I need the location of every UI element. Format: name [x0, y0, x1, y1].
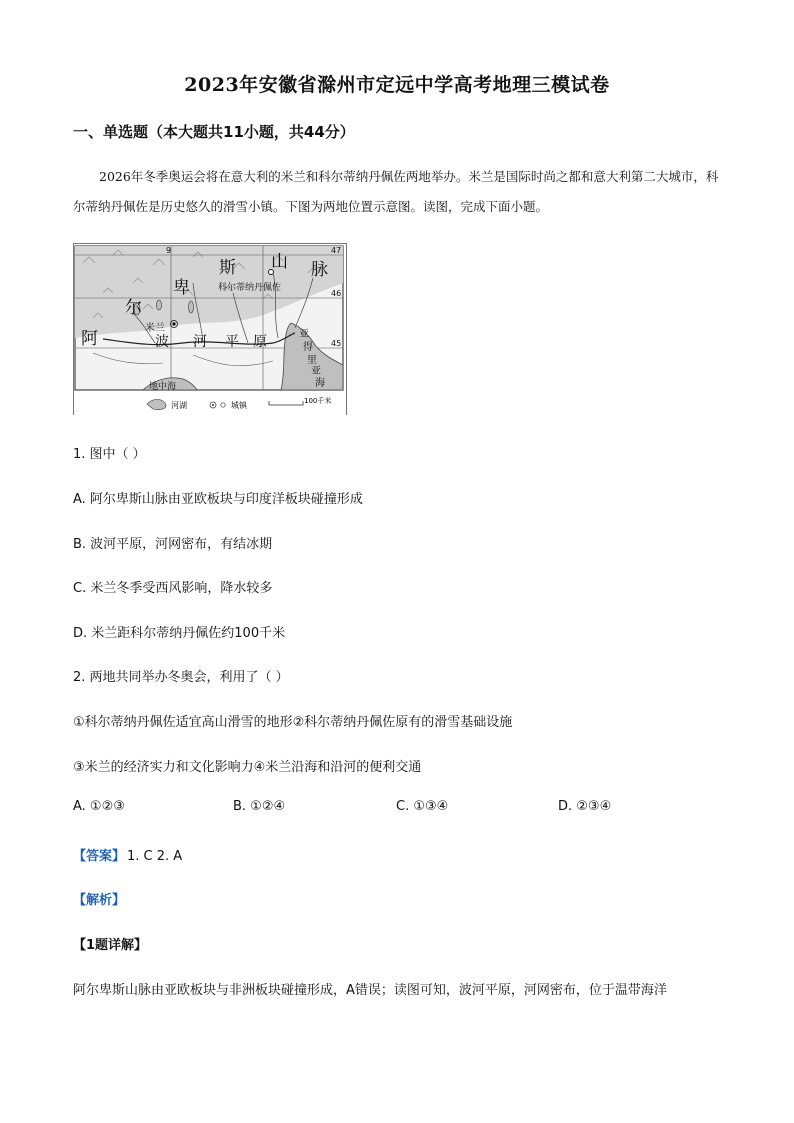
legend-river-lake: 河湖 [171, 401, 187, 410]
lat-tick-45: 45 [331, 339, 342, 348]
lon-tick-9: 9 [166, 246, 172, 255]
adriatic-label-3: 里 [307, 355, 317, 366]
po-label-2: 河 [193, 334, 207, 350]
alps-label-2: 尔 [125, 298, 142, 318]
po-label-4: 原 [253, 334, 267, 350]
adriatic-label-1: 亚 [299, 329, 309, 340]
q2-statement-2: ③米兰的经济实力和文化影响力④米兰沿海和沿河的便利交通 [73, 760, 422, 775]
page-title: 2023年安徽省滁州市定远中学高考地理三模试卷 [184, 74, 610, 96]
q2-option-a: A. ①②③ [73, 799, 125, 814]
q2-option-c: C. ①③④ [396, 799, 449, 814]
q1-option-c: C. 米兰冬季受西风影响，降水较多 [73, 581, 273, 596]
reading-passage: 2026年冬季奥运会将在意大利的米兰和科尔蒂纳丹佩佐两地举办。米兰是国际时尚之都和意大利第二大城市，科尔蒂纳丹佩佐是历史悠久的滑雪小镇。下图为两地位置示意图。读图，完成下面小题。 [73, 169, 719, 214]
answer-line [73, 845, 182, 864]
section-header: 一、单选题（本大题共11小题，共44分） [73, 123, 355, 141]
q1-option-d: D. 米兰距科尔蒂纳丹佩佐约100千米 [73, 626, 286, 641]
q1-option-b: B. 波河平原，河网密布，有结冰期 [73, 537, 273, 552]
alps-label-6: 脉 [311, 260, 328, 280]
detail-text: 阿尔卑斯山脉由亚欧板块与非洲板块碰撞形成，A错误；读图可知，波河平原，河网密布，位于温带海洋 [73, 983, 667, 998]
q2-option-b: B. ①②④ [233, 799, 286, 814]
detail-tag: 【1题详解】 [73, 938, 148, 953]
lat-tick-47: 47 [331, 246, 342, 255]
q1-option-a: A. 阿尔卑斯山脉由亚欧板块与印度洋板块碰撞形成 [73, 492, 363, 507]
alps-label-4: 斯 [219, 258, 236, 278]
alps-label-5: 山 [271, 252, 288, 272]
milan-label: 米兰 [145, 323, 165, 334]
q2-statement-1: ①科尔蒂纳丹佩佐适宜高山滑雪的地形②科尔蒂纳丹佩佐原有的滑雪基础设施 [73, 715, 513, 730]
po-label-3: 平 [225, 334, 239, 350]
lat-tick-46: 46 [331, 289, 342, 298]
answer-value: 1. C 2. A [127, 849, 183, 864]
po-label-1: 波 [155, 334, 169, 350]
q2-option-d: D. ②③④ [558, 799, 612, 814]
analysis-tag: 【解析】 [73, 893, 126, 908]
q1-stem: 1. 图中（ ） [73, 447, 146, 462]
answer-tag: 【答案】 [73, 849, 126, 864]
q2-stem: 2. 两地共同举办冬奥会，利用了（ ） [73, 670, 289, 685]
legend-town: 城镇 [231, 401, 247, 410]
adriatic-label-2: 得 [303, 342, 313, 353]
legend-scale: 100千米 [304, 397, 332, 405]
adriatic-label-5: 海 [315, 378, 325, 389]
location-map [73, 243, 347, 415]
adriatic-label-4: 亚 [311, 366, 321, 377]
mediterranean-label: 地中海 [149, 382, 177, 392]
alps-label-1: 阿 [81, 329, 98, 349]
cortina-label: 科尔蒂纳丹佩佐 [218, 283, 282, 293]
alps-label-3: 卑 [173, 278, 190, 298]
